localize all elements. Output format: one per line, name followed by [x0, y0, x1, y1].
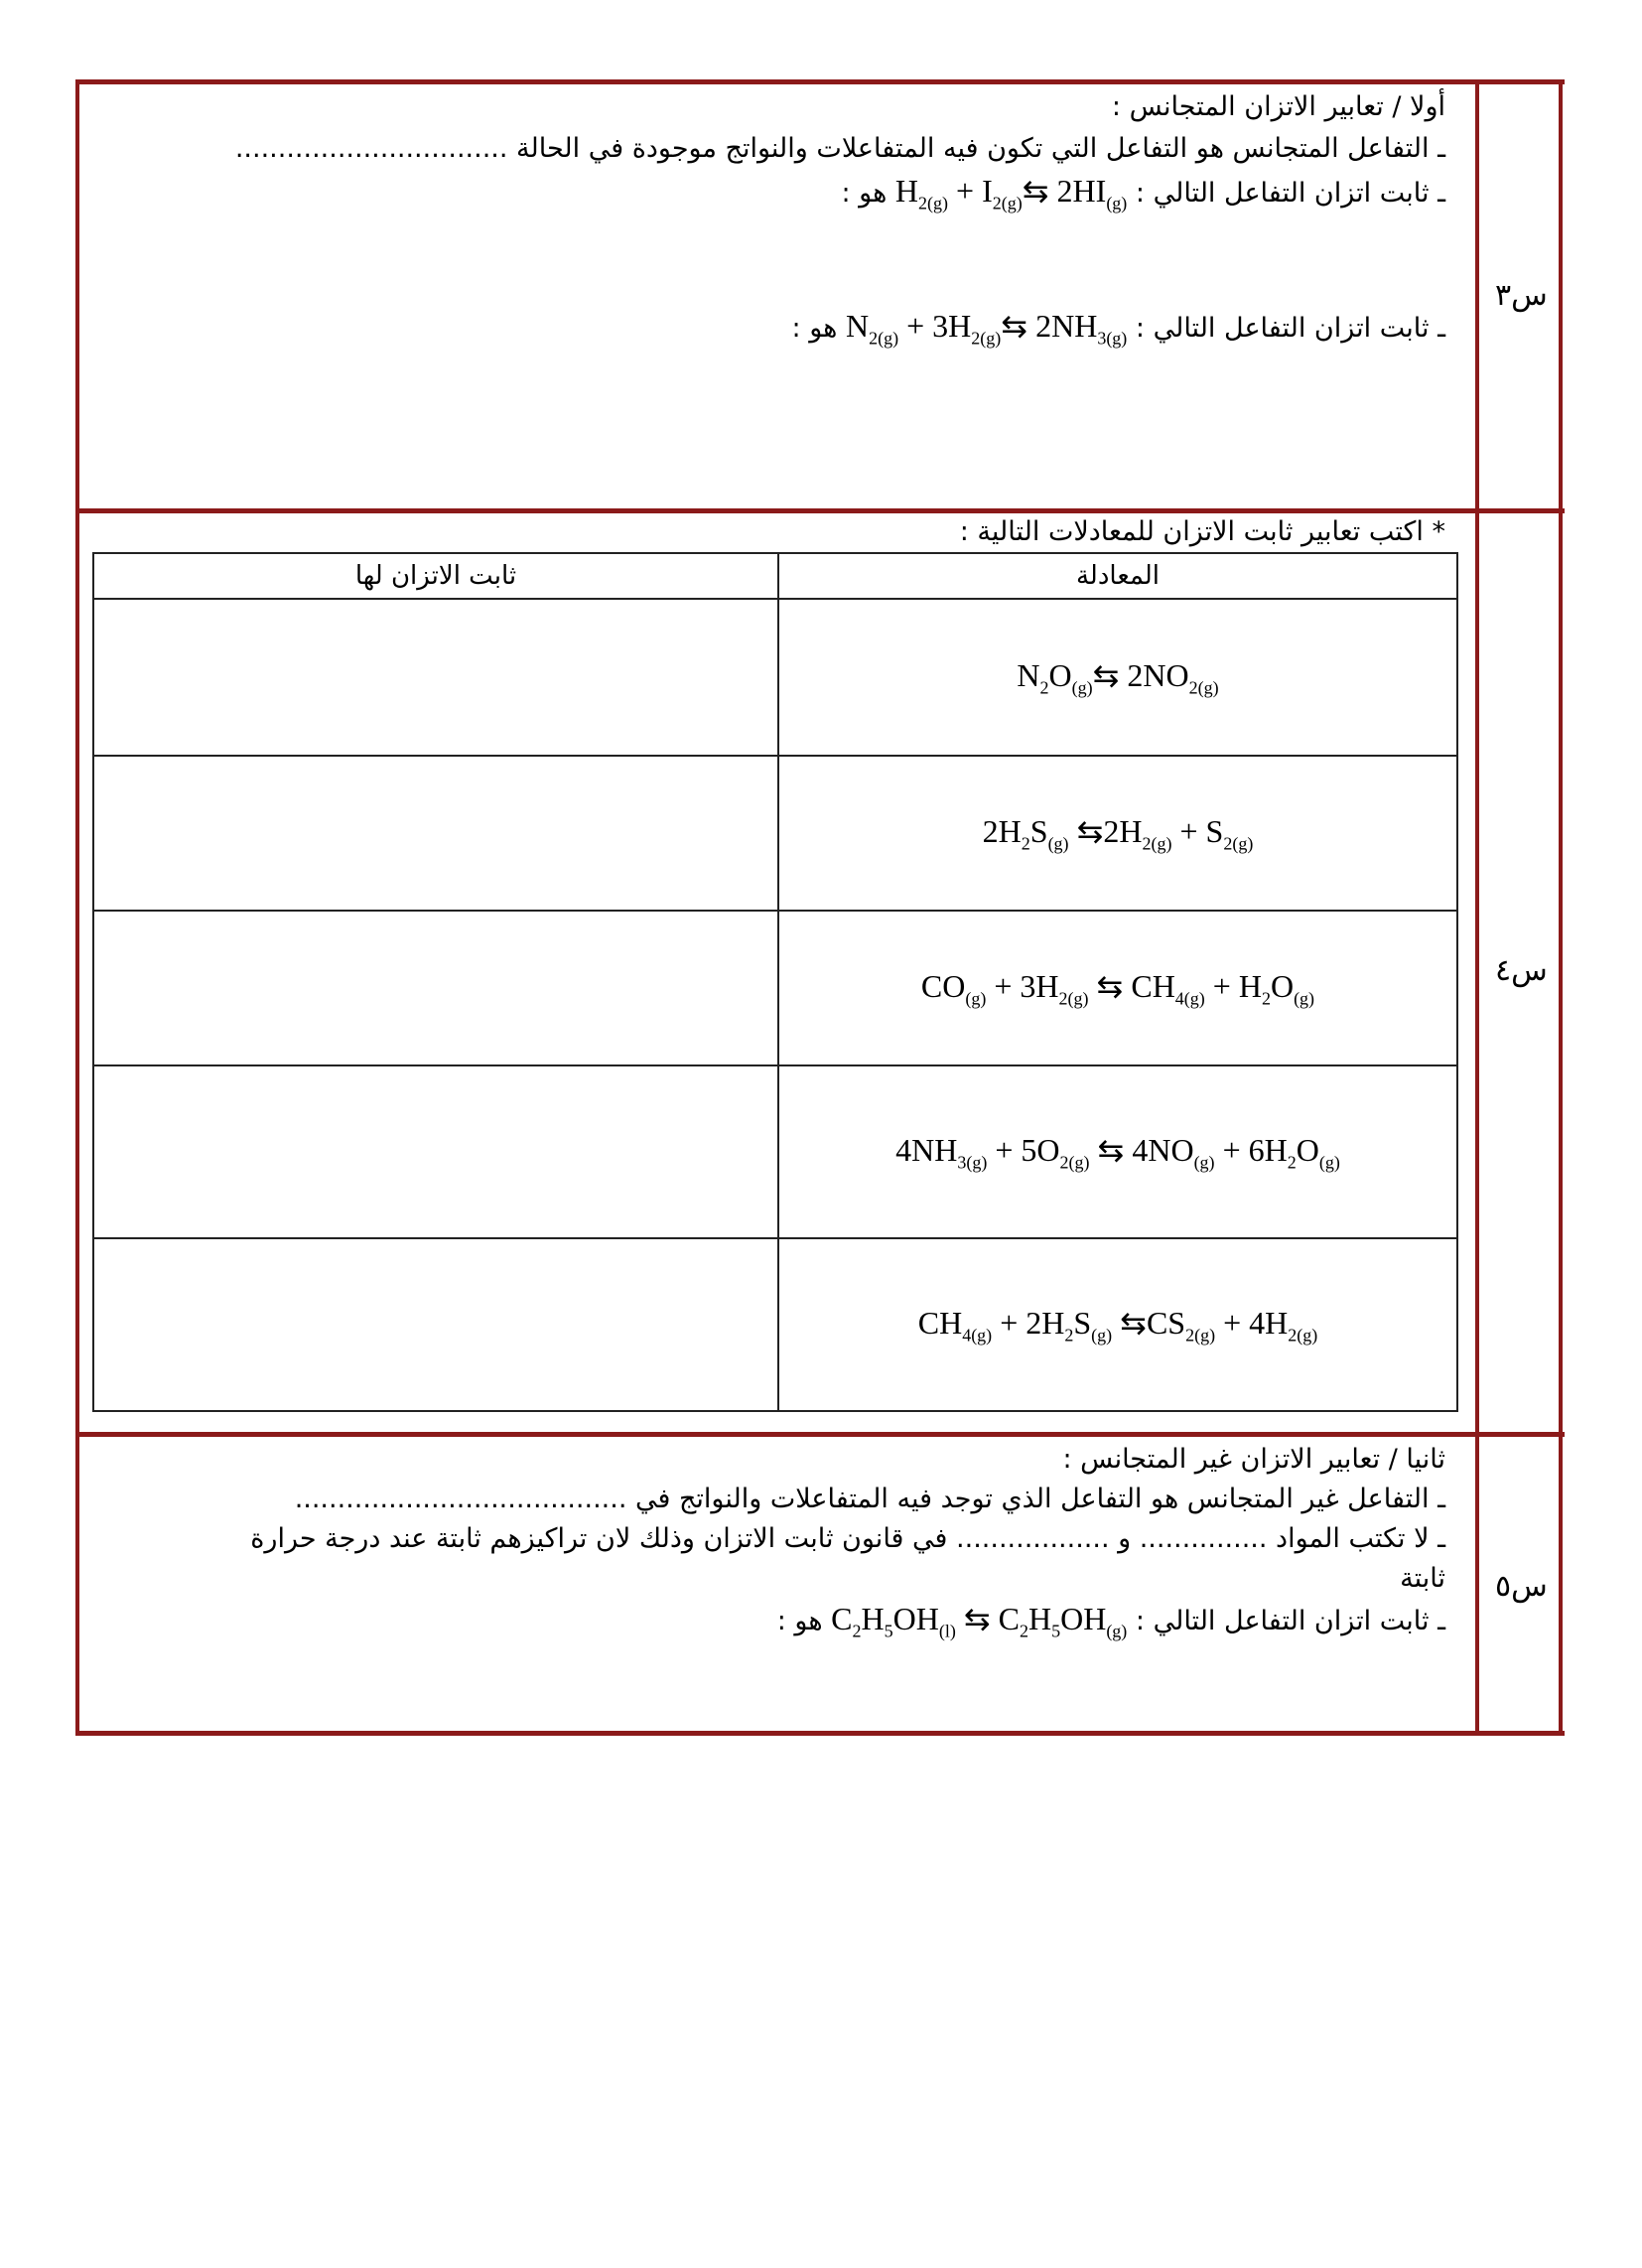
- q5-line-prefix: ـ ثابت اتزان التفاعل التالي :: [1135, 1606, 1445, 1636]
- question-label-5: س٥: [1495, 1569, 1548, 1604]
- q4-instruction: * اكتب تعابير ثابت الاتزان للمعادلات التالية :: [959, 516, 1445, 547]
- table-row: [93, 756, 1457, 911]
- table-row: [93, 911, 1457, 1065]
- equation-ethanol: $C_2H_5OH_{(l)}$ ⇆ $C_2H_5OH_{(g)}$: [831, 1601, 1128, 1641]
- worksheet-frame: [75, 79, 1565, 1736]
- q3-line1-suffix: هو :: [841, 178, 888, 209]
- q3-line2-prefix: ـ ثابت اتزان التفاعل التالي :: [1135, 313, 1445, 344]
- question-label-4: س٤: [1495, 953, 1548, 988]
- q3-equilibrium-line-2: [792, 306, 1445, 357]
- table-row: [93, 1238, 1457, 1411]
- question-label-3: س٣: [1495, 278, 1548, 313]
- equation-cell: $CH_{4(g)} + 2H_2S_{(g)}$ $⇆CS_{2(g)} + 4H_{2(g)}$: [778, 1238, 1457, 1411]
- q3-line1-prefix: ـ ثابت اتزان التفاعل التالي :: [1135, 178, 1445, 209]
- left-border: [75, 79, 79, 1736]
- table-row: [93, 599, 1457, 756]
- answer-cell[interactable]: [93, 1238, 778, 1411]
- table-header-row: [93, 553, 1457, 599]
- answer-cell[interactable]: [93, 911, 778, 1065]
- equation-n2-h2: $N_{2(g)}$ + $3H_{2(g)}⇆$ $2NH_{3(g)}$: [846, 308, 1128, 349]
- top-border: [75, 79, 1565, 84]
- equations-table: [92, 552, 1458, 1412]
- answer-cell[interactable]: [93, 756, 778, 911]
- header-constant: ثابت الاتزان لها: [93, 553, 778, 599]
- q3-equilibrium-line-1: [841, 171, 1445, 222]
- q3-definition-line: ـ التفاعل المتجانس هو التفاعل التي تكون فيه المتفاعلات والنواتج موجودة في الحالة ................................: [234, 133, 1445, 164]
- q5-omit-line: ـ لا تكتب المواد ............... و .................. في قانون ثابت الاتزان وذلك لان تراكيزهم ثابتة عند درجة حرارة: [250, 1523, 1445, 1554]
- divider-q4-q5: [75, 1432, 1565, 1437]
- bottom-border: [75, 1731, 1565, 1736]
- equation-cell: $2H_2S_{(g)}$ $⇆2H_{2(g)} + S_{2(g)}$: [778, 756, 1457, 911]
- q5-definition-line: ـ التفاعل غير المتجانس هو التفاعل الذي توجد فيه المتفاعلات والنواتج في .......................................: [294, 1484, 1445, 1514]
- equation-cell: $4NH_{3(g)} + 5O_{2(g)}$ ⇆ $4NO_{(g)} + 6H_2O_{(g)}$: [778, 1065, 1457, 1238]
- answer-cell[interactable]: [93, 1065, 778, 1238]
- q5-omit-line-cont: ثابتة: [1400, 1563, 1445, 1594]
- q5-equilibrium-line: [777, 1599, 1445, 1650]
- q5-heading: ثانيا / تعابير الاتزان غير المتجانس :: [1062, 1444, 1445, 1475]
- equation-cell: $N_2O_{(g)}⇆$ $2NO_{2(g)}$: [778, 599, 1457, 756]
- q5-line-suffix: هو :: [776, 1606, 823, 1636]
- q3-heading: أولا / تعابير الاتزان المتجانس :: [1111, 91, 1445, 122]
- equation-cell: $CO_{(g)} + 3H_{2(g)}$ ⇆ $CH_{4(g)} + H_2O_{(g)}$: [778, 911, 1457, 1065]
- label-column-border: [1475, 79, 1479, 1736]
- equation-h2-i2: $H_{2(g)}$ + $I_{2(g)}⇆$ $2HI_{(g)}$: [894, 173, 1128, 213]
- right-border: [1559, 79, 1563, 1736]
- table-row: [93, 1065, 1457, 1238]
- q3-line2-suffix: هو :: [791, 313, 838, 344]
- answer-cell[interactable]: [93, 599, 778, 756]
- header-equation: المعادلة: [778, 553, 1457, 599]
